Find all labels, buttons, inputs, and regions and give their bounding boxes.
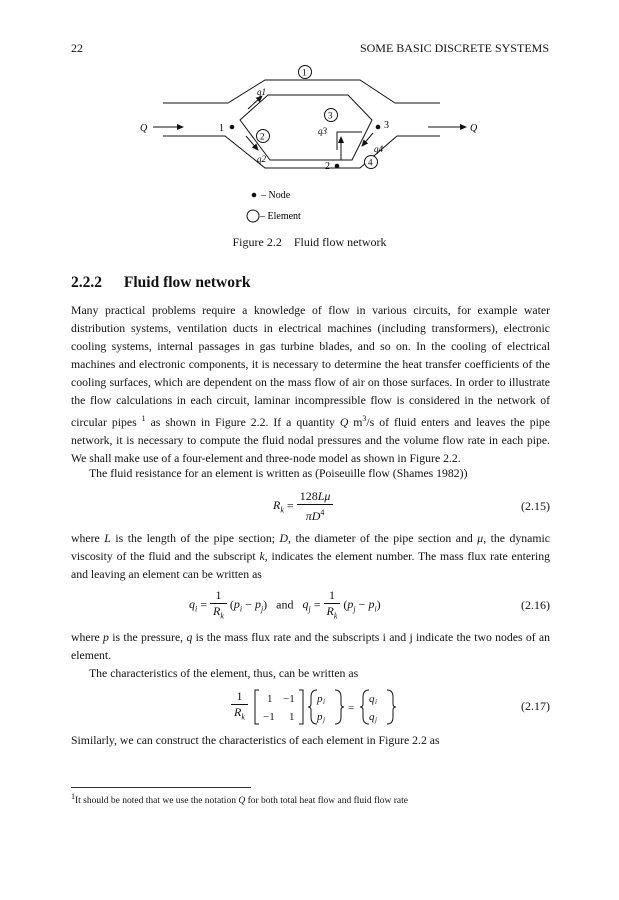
legend-node: – Node [261,190,291,201]
page-number: 22 [71,41,83,55]
q4-arrow [362,133,373,146]
svg-text:j: j [322,716,325,724]
node-label-3: 3 [384,120,389,131]
caption-label: Figure 2.2 [232,235,282,249]
paragraph-4: where p is the pressure, q is the mass flux rate and the subscripts i and j indicate the two nodes of an element. [71,631,551,662]
element-label-4: 4 [368,157,373,168]
footnote-text-a: It should be noted that we use the notation [75,796,236,807]
fluid-flow-network-figure [0,0,619,232]
footnote-ref: 1 [141,414,146,423]
p4-text-c: is the mass flux rate and the subscripts i and j indicate the two nodes of an element. [71,631,551,662]
p3-text-b: is the length of the pipe section; [115,532,275,545]
paragraph-3: where L is the length of the pipe section; D, the diameter of the pipe section and μ, the dynamic viscosity of the fluid and the subscript k, indicates the element number. The mass flux rate entering and leaving an element can be written as [71,532,551,581]
element-label-1: 1 [302,67,307,78]
equation-2-16: $q_i$ = $\frac{1}{R_k}$ $(p_i - p_j)$ and $q_j$ = $\frac{1}{R_k}$ $(p_j - p_i)$ (2.16) [189,588,550,621]
q2-arrow [246,136,258,150]
flow-label-q3: q3 [318,126,327,136]
caption-text: Fluid flow network [293,235,387,249]
p4-text-b: is the pressure, [112,631,184,644]
footnote-rule [71,787,251,788]
footnote-text-b: for both total heat flow and fluid flow rate [247,796,408,807]
p1-text-a: Many practical problems require a knowledge of flow in various circuits, for example water distribution systems, ventilation ducts in electrical machines (including transformers), electronic cooling systems, internal passages in gas turbine blades, and so on. In the cooling of electrical machines and electronic components, it is necessary to determine the heat transfer coefficients of the cooling surfaces, which are dependent on the mass flow of air on those surfaces. In order to illustrate the flow calculations in each circuit, laminar incompressible flow is considered in the network of circular pipes [71,304,550,429]
flow-label-q4: q4 [374,144,383,154]
p3-text-a: where [71,532,100,545]
equation-2-15: $R_k$ = $\frac{128L\mu}{\pi D^4}$ (2.15) [273,489,550,523]
flow-label-q2: q2 [257,154,266,164]
pipe-network [163,80,440,168]
p3-text-e: indicates the element number. The mass flux rate entering and leaving an element can be written as [71,550,551,581]
p1-text-c: of fluid enters and leaves the pipe network, it is necessary to compute the fluid nodal pressures and the volume flow rate in each pipe. We shall make use of a four-element and three-node model as shown in Figure 2.2. [71,415,550,465]
figure-caption [0,235,619,250]
svg-text:=: = [347,702,355,714]
node-dot-1 [230,125,235,130]
eq216-and: and [276,597,294,612]
element-label-2: 2 [260,131,265,142]
paragraph-2: The fluid resistance for an element is written as (Poiseuille flow (Shames 1982)) [89,467,468,480]
footnote: $^1$It should be noted that we use the notation Q for both total heat flow and fluid flow rate [71,792,408,807]
element-label-3: 3 [328,110,333,121]
equation-2-17: $\frac{1}{R_k}$ 1 −1 −1 1 p i p j = q i q j (2.17) [71,687,550,727]
flow-out-label: Q [470,123,478,134]
section-heading [71,274,250,292]
svg-text:q: q [368,711,375,723]
paragraph-5: The characteristics of the element, thus, can be written as [89,667,359,680]
flow-label-q1: q1 [257,87,266,97]
equation-number-2-16: (2.16) [521,598,550,612]
section-title: Fluid flow network [123,274,251,291]
paragraph-6: Similarly, we can construct the characteristics of each element in Figure 2.2 as [71,734,440,747]
node-dot-3 [376,125,381,130]
running-title: SOME BASIC DISCRETE SYSTEMS [359,41,549,55]
svg-text:1: 1 [266,693,273,705]
paragraph-1: Many practical problems require a knowledge of flow in various circuits, for example water distribution systems, ventilation ducts in electrical machines (including transformers), electronic cooling systems, internal passages in gas turbine blades, and so on. In the cooling of electrical machines and electronic components, it is necessary to determine the heat transfer coefficients of the cooling surfaces, which are dependent on the mass flow of air on those surfaces. In order to illustrate the flow calculations in each circuit, laminar incompressible flow is considered in the network of circular pipes $^1$ as shown in Figure 2.2. If a quantity Q $m^3/s$ of fluid enters and leaves the pipe network, it is necessary to compute the fluid nodal pressures and the volume flow rate in each pipe. We shall make use of a four-element and three-node model as shown in Figure 2.2. [71,304,550,465]
p3-text-d: the dynamic viscosity of the fluid and the subscript [71,532,551,563]
svg-text:p: p [316,711,323,723]
p1-text-b: as shown in Figure 2.2. If a quantity [150,415,335,429]
svg-text:j: j [374,716,377,724]
flow-in-label: Q [140,123,148,134]
svg-text:q: q [368,693,375,705]
svg-text:p: p [316,693,323,705]
node-dot-2 [335,164,340,169]
node-label-1: 1 [219,123,224,134]
footnote-mark: 1 [71,792,75,801]
svg-text:−1: −1 [262,711,275,723]
section-number: 2.2.2 [71,274,102,291]
node-label-2: 2 [325,161,330,172]
p4-text-a: where [71,631,100,644]
legend-element-circle [247,210,259,222]
legend-node-dot [252,193,257,198]
svg-text:i: i [374,698,377,706]
equation-number-2-15: (2.15) [521,499,550,513]
p3-text-c: the diameter of the pipe section and [295,532,473,545]
svg-text:1: 1 [288,711,295,723]
svg-text:−1: −1 [282,693,295,705]
legend-element: – Element [260,211,301,222]
matrix-system [251,687,401,727]
svg-text:i: i [322,698,325,706]
equation-number-2-17: (2.17) [521,699,550,713]
